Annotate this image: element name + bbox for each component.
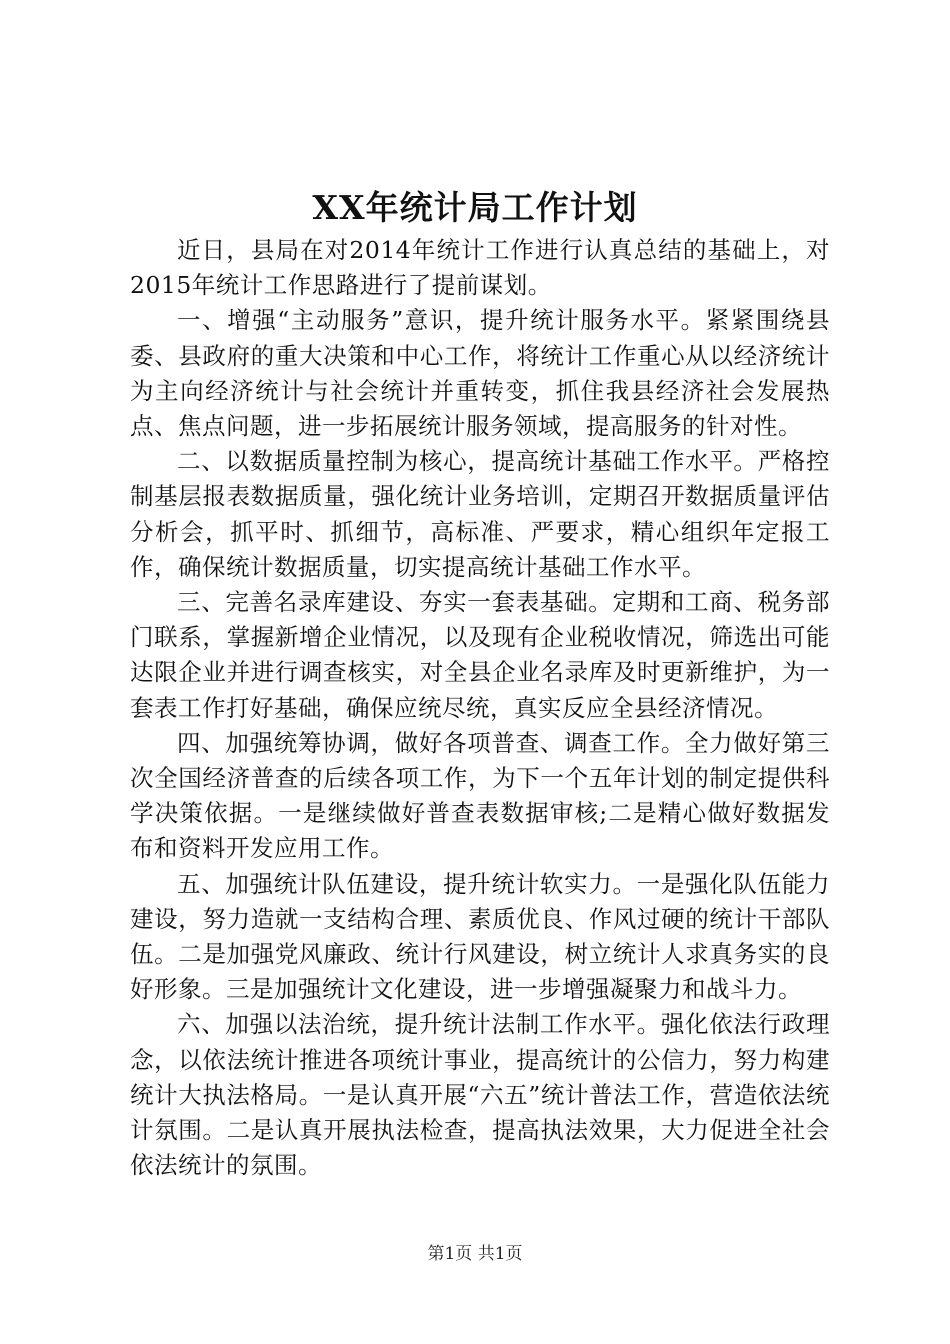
paragraph-section-4: 四、加强统筹协调，做好各项普查、调查工作。全力做好第三次全国经济普查的后续各项工作，为下一个五年计划的制定提供科学决策依据。一是继续做好普查表数据审核;二是精心做好数据发布和资料开发应用工作。	[130, 728, 830, 863]
page-footer: 第1页 共1页	[427, 1244, 523, 1264]
paragraph-section-6: 六、加强以法治统，提升统计法制工作水平。强化依法行政理念，以依法统计推进各项统计事业，提高统计的公信力，努力构建统计大执法格局。一是认真开展“六五”统计普法工作，营造依法统计氛围。二是认真开展执法检查，提高执法效果，大力促进全社会依法统计的氛围。	[130, 1010, 830, 1180]
paragraph-section-3: 三、完善名录库建设、夯实一套表基础。定期和工商、税务部门联系，掌握新增企业情况，以及现有企业税收情况，筛选出可能达限企业并进行调查核实，对全县企业名录库及时更新维护，为一套表工作打好基础，确保应统尽统，真实反应全县经济情况。	[130, 588, 830, 722]
document-body	[130, 233, 830, 1183]
paragraph-section-2: 二、以数据质量控制为核心，提高统计基础工作水平。严格控制基层报表数据质量，强化统计业务培训，定期召开数据质量评估分析会，抓平时、抓细节，高标准、严要求，精心组织年定报工作，确保统计数据质量，切实提高统计基础工作水平。	[130, 447, 830, 581]
paragraph-section-5: 五、加强统计队伍建设，提升统计软实力。一是强化队伍能力建设，努力造就一支结构合理、素质优良、作风过硬的统计干部队伍。二是加强党风廉政、统计行风建设，树立统计人求真务实的良好形象。三是加强统计文化建设，进一步增强凝聚力和战斗力。	[130, 869, 830, 1004]
document-title: XX年统计局工作计划	[312, 188, 638, 227]
paragraph-section-1: 一、增强“主动服务”意识，提升统计服务水平。紧紧围绕县委、县政府的重大决策和中心工作，将统计工作重心从以经济统计为主向经济统计与社会统计并重转变，抓住我县经济社会发展热点、焦点问题，进一步拓展统计服务领域，提高服务的针对性。	[130, 306, 830, 441]
paragraph-intro: 近日，县局在对2014年统计工作进行认真总结的基础上，对2015年统计工作思路进行了提前谋划。	[130, 236, 830, 300]
